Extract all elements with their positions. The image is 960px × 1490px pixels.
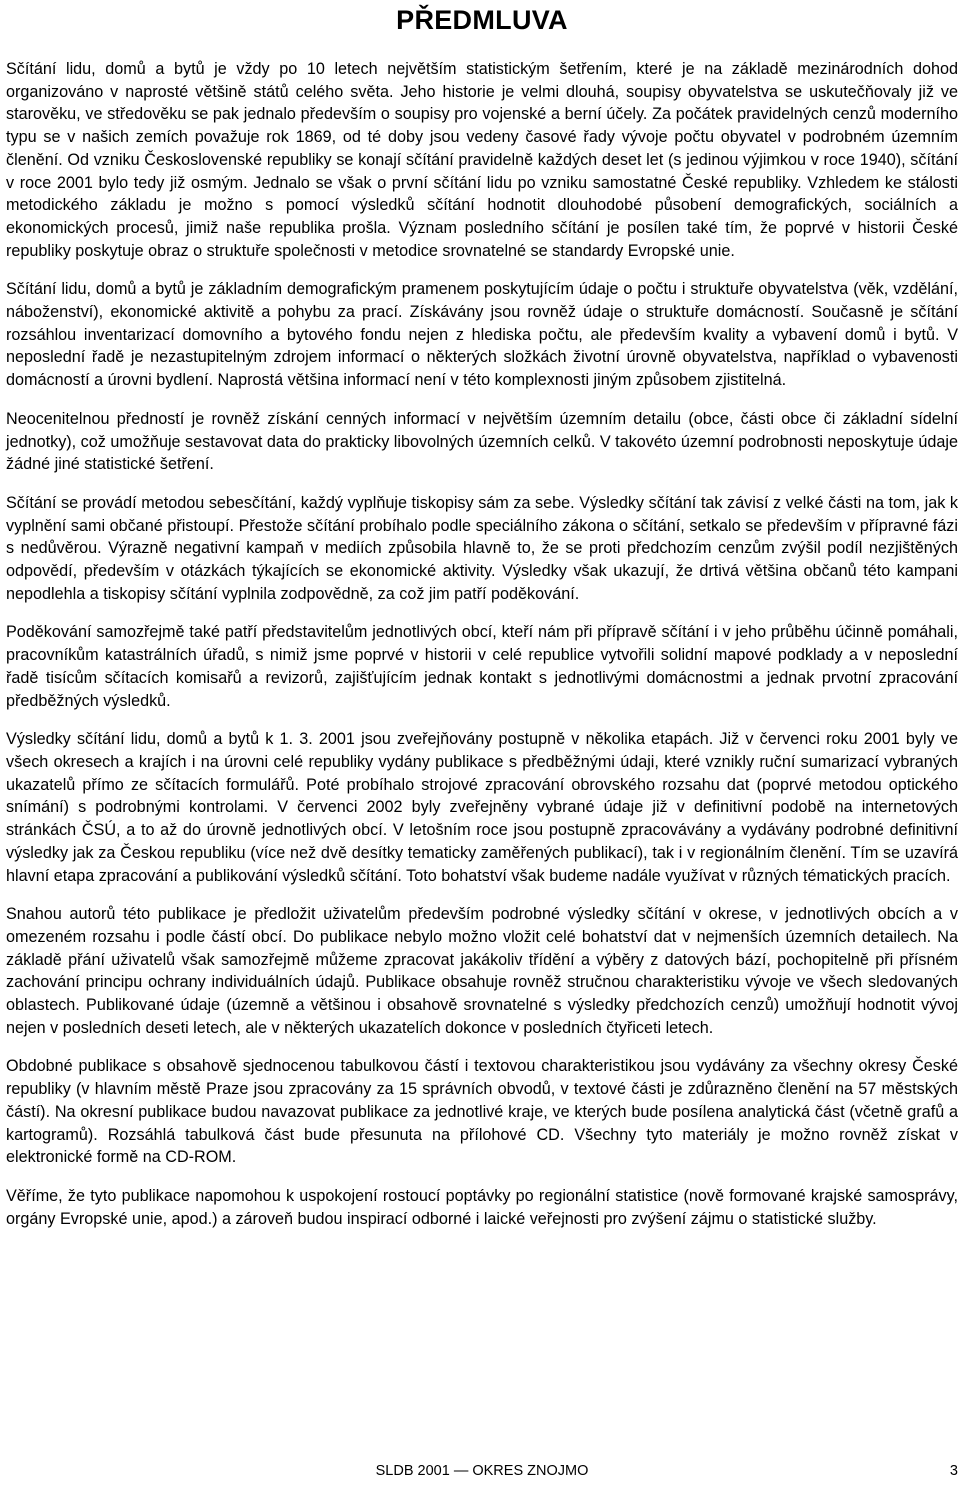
page-number: 3	[949, 1463, 958, 1479]
paragraph: Obdobné publikace s obsahově sjednocenou tabulkovou částí i textovou charakteristikou jsou vydávány za všechny okresy České republiky (v hlavním městě Praze jsou zpracovány za 15 správních obvodů, v textové části je zdůrazněno členění na 57 městských částí). Na okresní publikace budou navazovat publikace za jednotlivé kraje, ve kterých bude posílena analytická část (včetně grafů a kartogramů). Rozsáhlá tabulková část bude přesunuta na přílohové CD. Všechny tyto materiály je možno rovněž získat v elektronické formě na CD-ROM.	[6, 1057, 958, 1167]
document-page	[6, 0, 958, 1490]
paragraph: Výsledky sčítání lidu, domů a bytů k 1. 3. 2001 jsou zveřejňovány postupně v několika etapách. Již v červenci roku 2001 byly ve všech okresech a krajích i na úrovni celé republiky vydány publikace s předběžnými údaji, které vznikly ruční sumarizací vybraných ukazatelů přímo ze sčítacích formulářů. Poté probíhalo strojové zpracování obrovského rozsahu dat (poprvé metodou optického snímání) s podrobnými kontrolami. V červenci 2002 byly zveřejněny vybrané údaje již v definitivní podobě na internetových stránkách ČSÚ, a to až do úrovně jednotlivých obcí. V letošním roce jsou postupně zpracovávány a vydávány podrobné definitivní výsledky jak za Českou republiku (více než dvě desítky tematicky zaměřených publikací), tak i v regionálním členění. Tím se uzavírá hlavní etapa zpracování a publikování výsledků sčítání. Toto bohatství však budeme nadále využívat v různých tématických pracích.	[6, 730, 958, 885]
paragraph: Sčítání lidu, domů a bytů je vždy po 10 letech největším statistickým šetřením, které je na základě mezinárodních dohod organizováno v naprosté většině států celého světa. Jeho historie je velmi dlouhá, soupisy obyvatelstva se uskutečňovaly již ve starověku, ve středověku se pak jednalo především o soupisy pro vojenské a berní účely. Za počátek pravidelných cenzů moderního typu se v našich zemích považuje rok 1869, od té doby jsou vedeny časové řady vývoje počtu obyvatel v podrobném územním členění. Od vzniku Československé republiky se konají sčítání pravidelně každých deset let (s jedinou výjimkou v roce 1940), sčítání v roce 2001 bylo tedy již osmým. Jednalo se však o první sčítání lidu po vzniku samostatné České republiky. Vzhledem ke stálosti metodického základu je možno s pomocí výsledků sčítání hodnotit dlouhodobé působení demografických, sociálních a ekonomických procesů, jimiž naše republika prošla. Význam posledního sčítání je posílen také tím, že poprvé v historii České republiky poskytuje obraz o struktuře společnosti v metodice srovnatelné se standardy Evropské unie.	[6, 60, 958, 260]
paragraph: Poděkování samozřejmě také patří představitelům jednotlivých obcí, kteří nám při přípravě sčítání i v jeho průběhu účinně pomáhali, pracovníkům katastrálních úřadů, s nimiž jsme poprvé v historii v celé republice vytvořili solidní mapové podklady a v neposlední řadě tisícům sčítacích komisařů a revizorů, zajišťujícím jednak kontakt s jednotlivými domácnostmi a jednak prvotní zpracování předběžných výsledků.	[6, 623, 958, 710]
paragraph: Sčítání lidu, domů a bytů je základním demografickým pramenem poskytujícím údaje o počtu i struktuře obyvatelstva (věk, vzdělání, náboženství), ekonomické aktivitě a pohybu za prací. Získávány jsou rovněž údaje o struktuře domácností. Současně je sčítání rozsáhlou inventarizací domovního a bytového fondu nejen z hlediska počtu, ale především kvality a vybavení domů i bytů. V neposlední řadě je nezastupitelným zdrojem informací o některých složkách životní úrovně obyvatelstva, například o vybavenosti domácností a úrovni bydlení. Naprostá většina informací není v této komplexnosti jiným způsobem zjistitelná.	[6, 280, 958, 390]
paragraph: Snahou autorů této publikace je předložit uživatelům především podrobné výsledky sčítání v okrese, v jednotlivých obcích a v omezeném rozsahu i podle částí obcí. Do publikace nebylo možno vložit celé bohatství dat v nejmenších územních detailech. Na základě přání uživatelů však samozřejmě můžeme zpracovat jakákoliv třídění a výběry z datových bází, pochopitelně při přísném zachování principu ochrany individuálních údajů. Publikace obsahuje rovněž stručnou charakteristiku vývoje ve všech sledovaných oblastech. Publikované údaje (územně a většinou i obsahově srovnatelné s výsledky předchozích cenzů) umožňují hodnotit vývoj nejen v posledních deseti letech, ale v některých ukazatelích dokonce v posledních čtyřiceti letech.	[6, 905, 958, 1037]
paragraph: Neocenitelnou předností je rovněž získání cenných informací v největším územním detailu (obce, části obce či základní sídelní jednotky), což umožňuje sestavovat data do prakticky libovolných územních celků. V takovéto územní podrobnosti neposkytuje údaje žádné jiné statistické šetření.	[6, 409, 958, 474]
document-body	[6, 58, 958, 1230]
paragraph: Sčítání se provádí metodou sebesčítání, každý vyplňuje tiskopisy sám za sebe. Výsledky sčítání tak závisí z velké části na tom, jak k vyplnění sami občané přistoupí. Přestože sčítání probíhalo podle speciálního zákona o sčítání, setkalo se především v přípravné fázi s nedůvěrou. Výrazně negativní kampaň v mediích způsobila hlavně to, že se proti předchozím cenzům zvýšil podíl nezjištěných odpovědí, především v otázkách týkajících se ekonomické aktivity. Výsledky však ukazují, že drtivá většina občanů této kampani nepodlehla a tiskopisy sčítání vyplnila zodpovědně, za což jim patří poděkování.	[6, 493, 958, 603]
paragraph: Věříme, že tyto publikace napomohou k uspokojení rostoucí poptávky po regionální statistice (nově formované krajské samosprávy, orgány Evropské unie, apod.) a zároveň budou inspirací odborné i laické veřejnosti pro zvýšení zájmu o statistické služby.	[6, 1186, 958, 1228]
page-title: PŘEDMLUVA	[396, 5, 568, 35]
footer-text: SLDB 2001 — OKRES ZNOJMO	[375, 1463, 589, 1479]
